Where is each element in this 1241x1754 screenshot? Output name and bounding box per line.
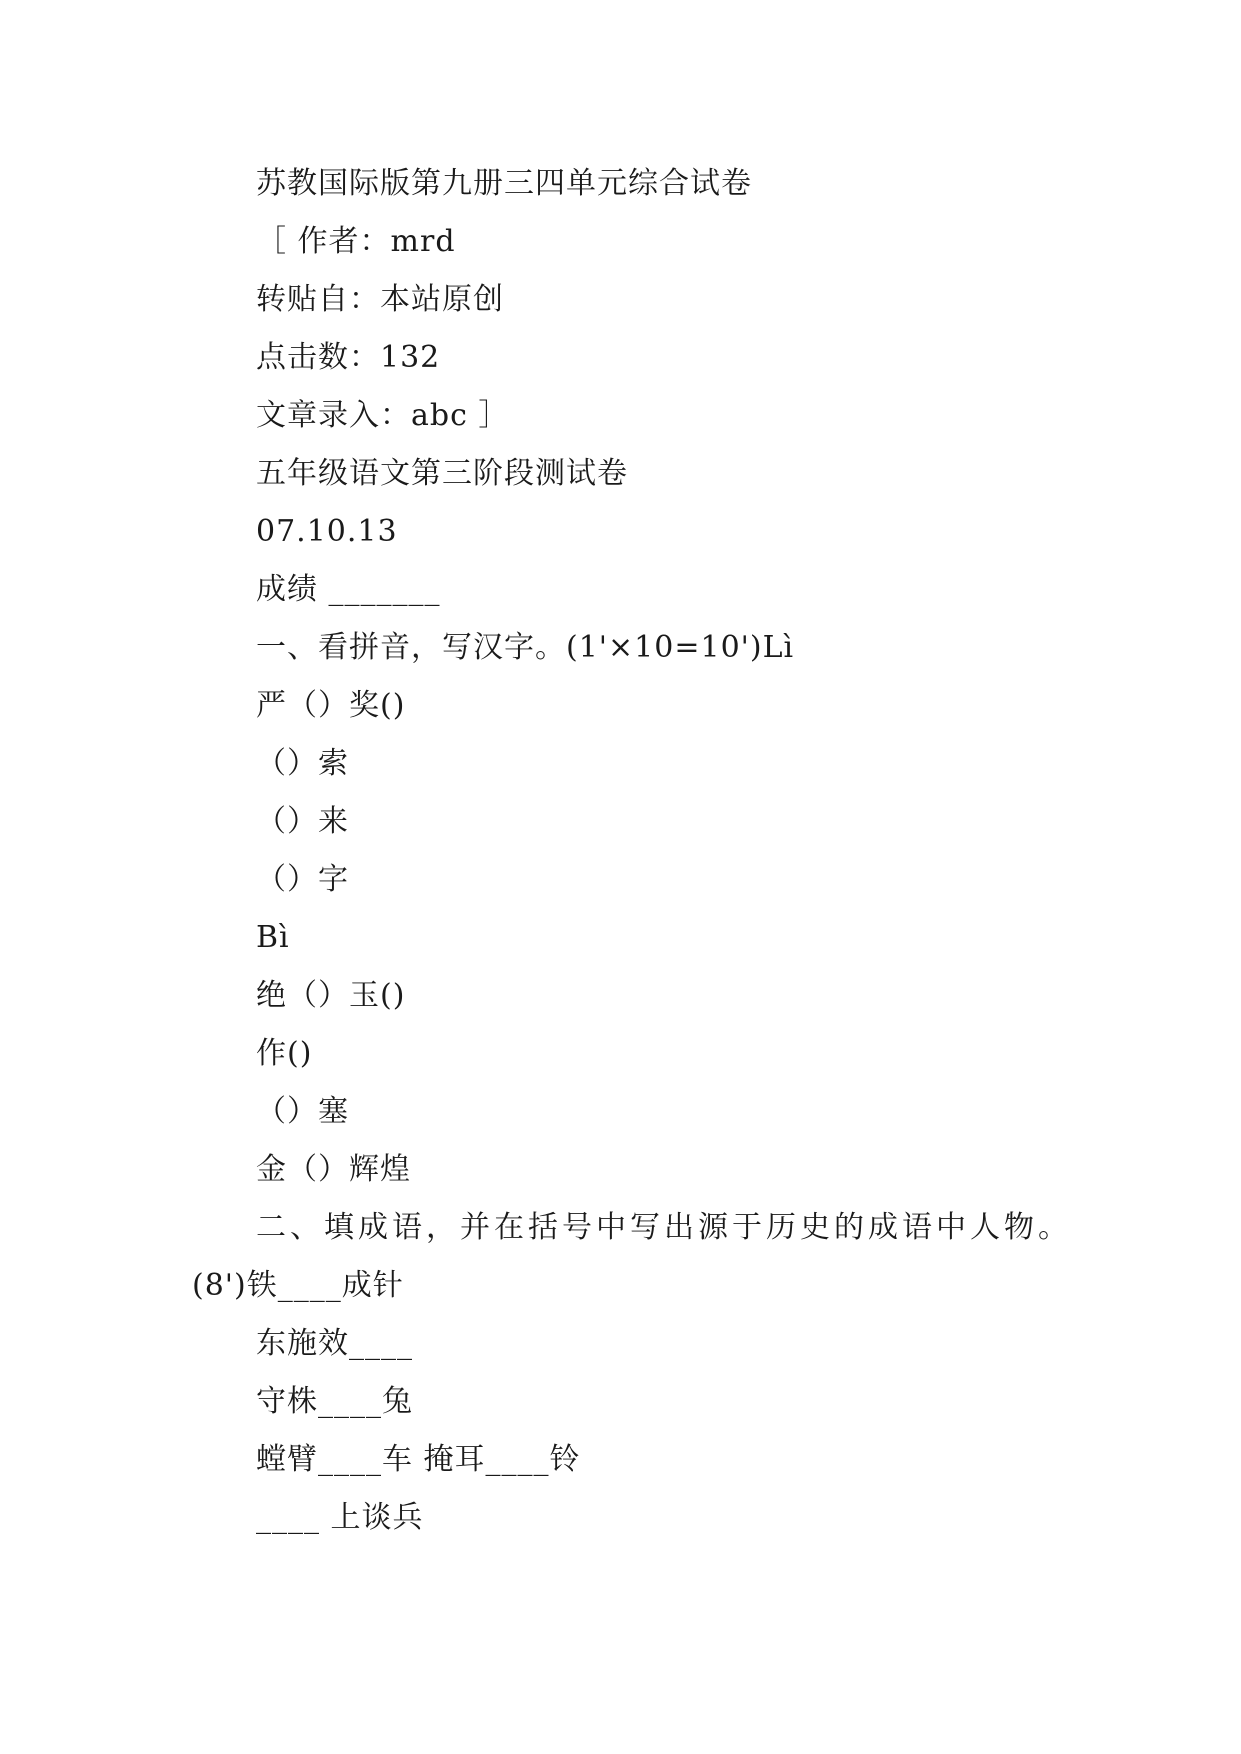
question-line: （）来 (256, 804, 349, 839)
question-line: 严（）奖() (256, 688, 406, 723)
pinyin-line: Bì (256, 920, 290, 955)
idiom-line: (8')铁____成针 (192, 1268, 404, 1303)
editor-line: 文章录入：abc ］ (256, 398, 510, 433)
section-one-heading: 一、看拼音，写汉字。(1'×10=10')Lì (256, 630, 795, 665)
test-title: 五年级语文第三阶段测试卷 (256, 456, 628, 491)
question-line: 绝（）玉() (256, 978, 406, 1013)
section-two-heading: 二、填成语，并在括号中写出源于历史的成语中人物。 (256, 1210, 1072, 1245)
click-count-line: 点击数：132 (256, 340, 441, 375)
idiom-line: ____ 上谈兵 (256, 1500, 424, 1535)
score-line: 成绩 _______ (256, 572, 441, 607)
question-line: （）字 (256, 862, 349, 897)
test-date: 07.10.13 (256, 514, 398, 549)
idiom-line: 螳臂____车 掩耳____铃 (256, 1442, 581, 1477)
document-title: 苏教国际版第九册三四单元综合试卷 (256, 166, 752, 201)
idiom-line: 东施效____ (256, 1326, 413, 1361)
question-line: （）索 (256, 746, 349, 781)
source-line: 转贴自：本站原创 (256, 282, 504, 317)
question-line: （）塞 (256, 1094, 349, 1129)
idiom-line: 守株____兔 (256, 1384, 413, 1419)
question-line: 作() (256, 1036, 313, 1071)
author-line: ［ 作者：mrd (256, 224, 456, 259)
question-line: 金（）辉煌 (256, 1152, 411, 1187)
